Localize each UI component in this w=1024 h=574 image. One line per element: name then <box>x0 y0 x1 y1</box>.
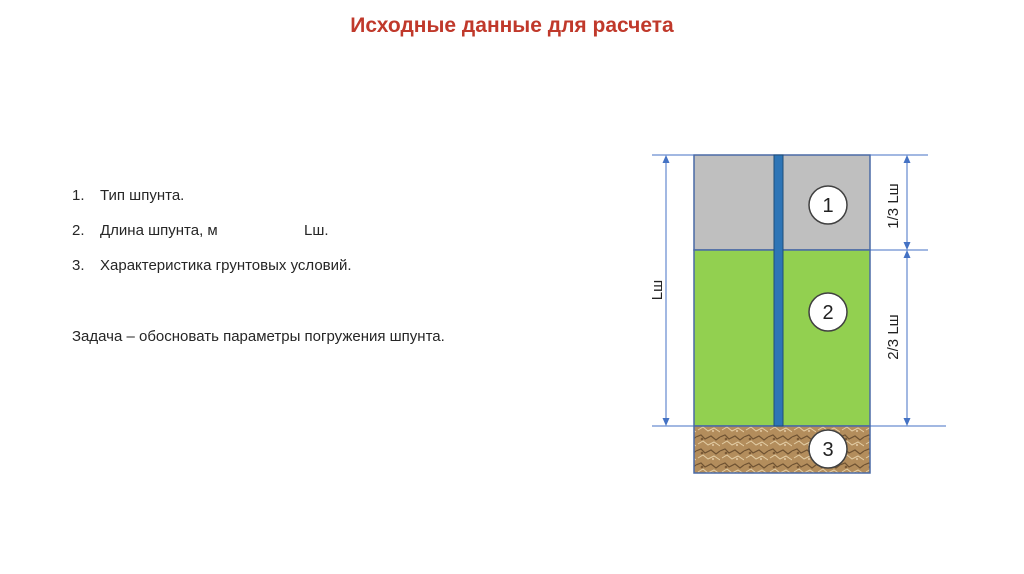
left-dimension-label: Lш <box>649 279 666 301</box>
list-item-number: 3. <box>72 257 85 274</box>
layer-badge-3 <box>809 430 847 468</box>
list-item-text: Характеристика грунтовых условий. <box>100 257 352 274</box>
list-item-text: Тип шпунта. <box>100 187 185 204</box>
lower-dimension-label: 2/3 Lш <box>885 314 902 360</box>
upper-dimension-label: 1/3 Lш <box>885 183 902 229</box>
layer-badge-1 <box>809 186 847 224</box>
length-symbol: Lш. <box>304 222 329 239</box>
list-item-number: 2. <box>72 222 85 239</box>
layer-3-label: 3 <box>822 439 834 461</box>
layer-1-label: 1 <box>822 195 834 217</box>
page-title: Исходные данные для расчета <box>350 14 674 37</box>
list-item-number: 1. <box>72 187 85 204</box>
sheet-pile <box>774 155 783 426</box>
list-item-text: Длина шпунта, м <box>100 222 218 239</box>
layer-badge-2 <box>809 293 847 331</box>
layer-2-label: 2 <box>822 302 834 324</box>
right-dimension-lines <box>904 155 911 426</box>
task-statement: Задача – обосновать параметры погружения шпунта. <box>72 328 445 345</box>
